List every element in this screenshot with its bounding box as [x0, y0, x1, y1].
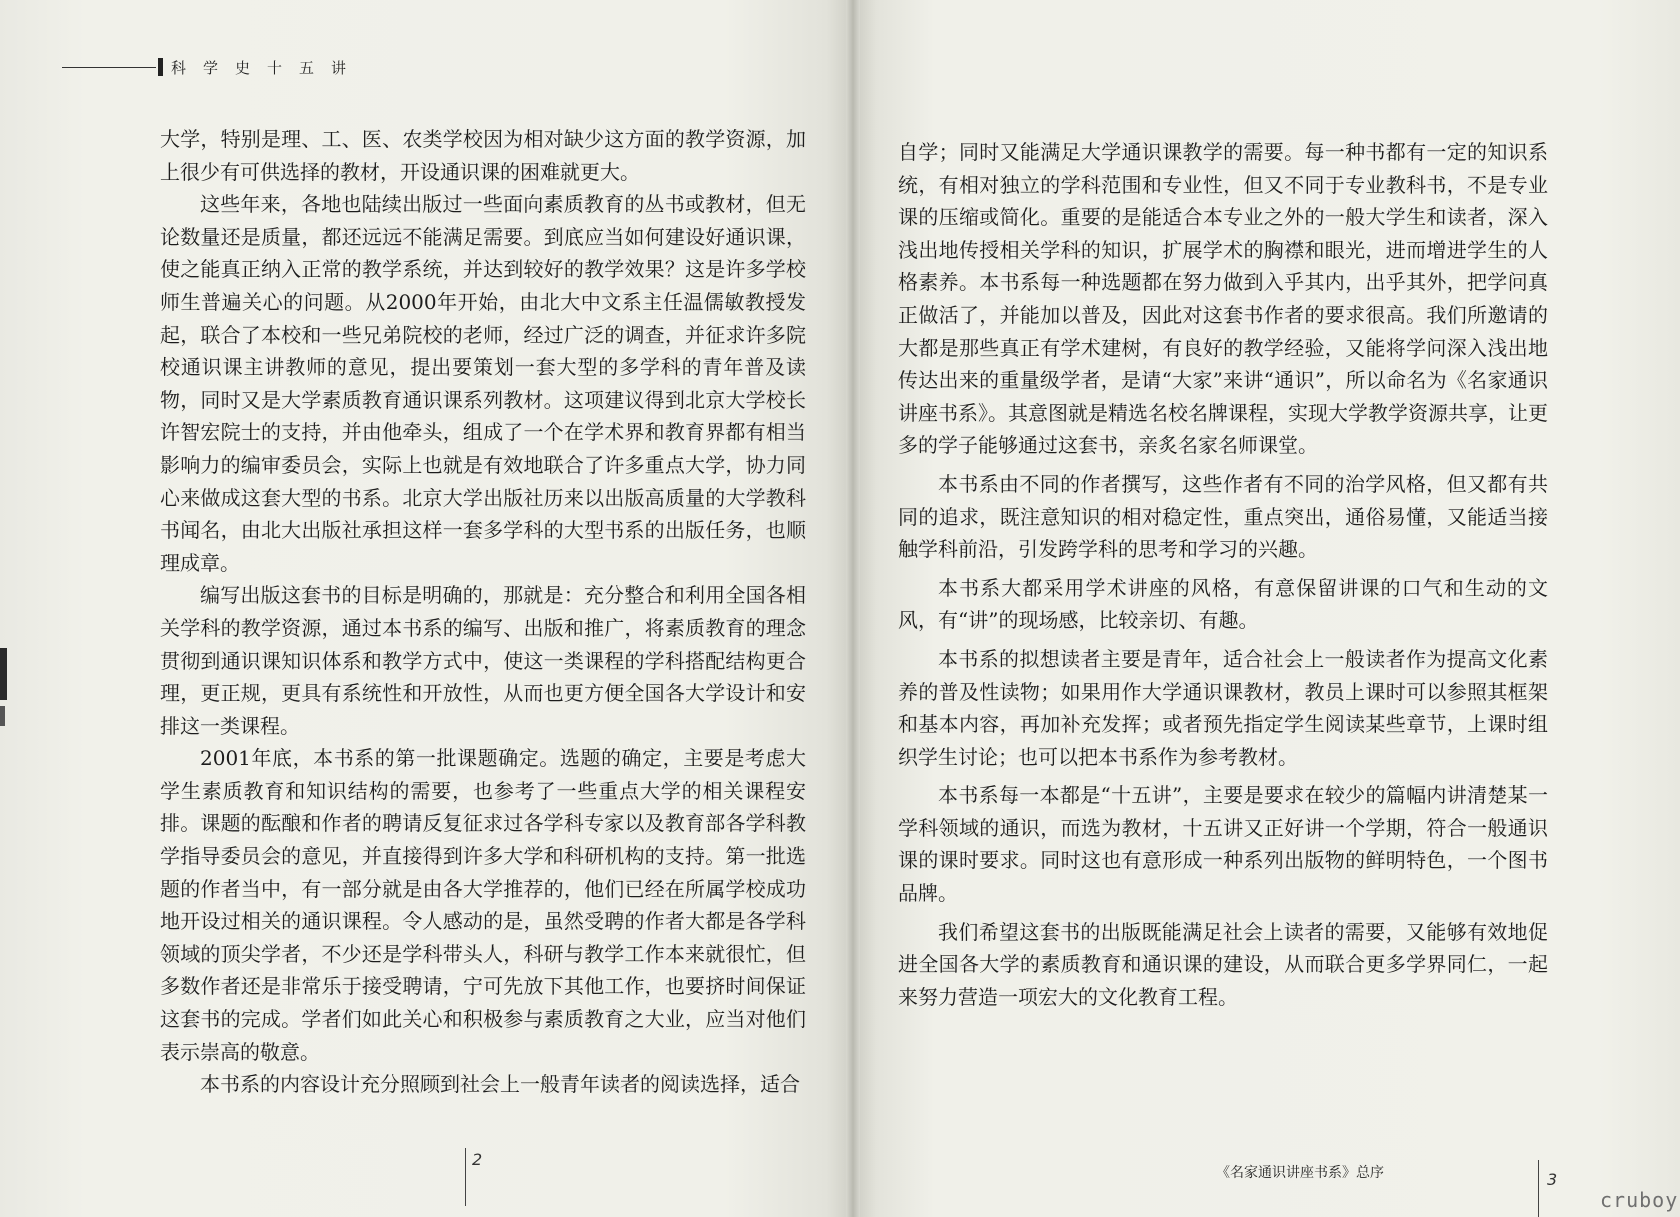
running-head-rule [62, 67, 156, 68]
watermark: cruboy [1600, 1188, 1679, 1212]
footer-rule [1538, 1160, 1539, 1217]
left-body-text [160, 123, 806, 1101]
right-page [852, 0, 1680, 1217]
edge-mark-small [0, 706, 5, 726]
running-head-bar [158, 58, 163, 76]
paragraph: 自学；同时又能满足大学通识课教学的需要。每一种书都有一定的知识系统，有相对独立的学科范围和专业性，但又不同于专业教科书，不是专业课的压缩或简化。重要的是能适合本专业之外的一般大学生和读者，深入浅出地传授相关学科的知识，扩展学术的胸襟和眼光，进而增进学生的人格素养。本书系每一种选题都在努力做到入乎其内，出乎其外，把学问真正做活了，并能加以普及，因此对这套书作者的要求很高。我们所邀请的大都是那些真正有学术建树，有良好的教学经验，又能将学问深入浅出地传达出来的重量级学者，是请“大家”来讲“通识”，所以命名为《名家通识讲座书系》。其意图就是精选名校名牌课程，实现大学教学资源共享，让更多的学子能够通过这套书，亲炙名家名师课堂。 [898, 140, 1548, 458]
page-number: 2 [472, 1150, 483, 1169]
paragraph: 本书系大都采用学术讲座的风格，有意保留讲课的口气和生动的文风，有“讲”的现场感，比较亲切、有趣。 [898, 575, 1548, 633]
footer-rule [465, 1148, 466, 1206]
paragraph: 这些年来，各地也陆续出版过一些面向素质教育的丛书或教材，但无论数量还是质量，都还远远不能满足需要。到底应当如何建设好通识课，使之能真正纳入正常的教学系统，并达到较好的教学效果？这是许多学校师生普遍关心的问题。从2000年开始，由北大中文系主任温儒敏教授发起，联合了本校和一些兄弟院校的老师，经过广泛的调查，并征求许多院校通识课主讲教师的意见，提出要策划一套大型的多学科的青年普及读物，同时又是大学素质教育通识课系列教材。这项建议得到北京大学校长许智宏院士的支持，并由他牵头，组成了一个在学术界和教育界都有相当影响力的编审委员会，实际上也就是有效地联合了许多重点大学，协力同心来做成这套大型的书系。北京大学出版社历来以出版高质量的大学教科书闻名，由北大出版社承担这样一套多学科的大型书系的出版任务，也顺理成章。 [160, 192, 806, 575]
running-head [62, 52, 363, 82]
paragraph: 本书系的内容设计充分照顾到社会上一般青年读者的阅读选择，适合 [200, 1072, 800, 1097]
running-head-title: 科学史十五讲 [171, 58, 364, 77]
page-number: 3 [1547, 1170, 1558, 1189]
paragraph: 2001年底，本书系的第一批课题确定。选题的确定，主要是考虑大学生素质教育和知识结构的需要，也参考了一些重点大学的相关课程安排。课题的酝酿和作者的聘请反复征求过各学科专家以及教育部各学科教学指导委员会的意见，并直接得到许多大学和科研机构的支持。第一批选题的作者当中，有一部分就是由各大学推荐的，他们已经在所属学校成功地开设过相关的通识课程。令人感动的是，虽然受聘的作者大都是各学科领域的顶尖学者，不少还是学科带头人，科研与教学工作本来就很忙，但多数作者还是非常乐于接受聘请，宁可先放下其他工作，也要挤时间保证这套书的完成。学者们如此关心和积极参与素质教育之大业，应当对他们表示崇高的敬意。 [160, 746, 806, 1064]
paragraph: 本书系每一本都是“十五讲”，主要是要求在较少的篇幅内讲清楚某一学科领域的通识，而选为教材，十五讲又正好讲一个学期，符合一般通识课的课时要求。同时这也有意形成一种系列出版物的鲜明特色，一个图书品牌。 [898, 783, 1548, 906]
paragraph: 大学，特别是理、工、医、农类学校因为相对缺少这方面的教学资源，加上很少有可供选择的教材，开设通识课的困难就更大。 [160, 127, 806, 184]
book-gutter [846, 0, 860, 1217]
footer-title: 《名家通识讲座书系》总序 [1216, 1165, 1384, 1181]
edge-mark [0, 648, 7, 700]
paragraph: 本书系由不同的作者撰写，这些作者有不同的治学风格，但又都有共同的追求，既注意知识的相对稳定性，重点突出，通俗易懂，又能适当接触学科前沿，引发跨学科的思考和学习的兴趣。 [898, 471, 1548, 562]
paragraph: 编写出版这套书的目标是明确的，那就是：充分整合和利用全国各相关学科的教学资源，通过本书系的编写、出版和推广，将素质教育的理念贯彻到通识课知识体系和教学方式中，使这一类课程的学科搭配结构更合理，更正规，更具有系统性和开放性，从而也更方便全国各大学设计和安排这一类课程。 [160, 583, 806, 738]
right-body-text [898, 136, 1548, 1013]
paragraph: 我们希望这套书的出版既能满足社会上读者的需要，又能够有效地促进全国各大学的素质教育和通识课的建设，从而联合更多学界同仁，一起来努力营造一项宏大的文化教育工程。 [898, 919, 1548, 1009]
paragraph: 本书系的拟想读者主要是青年，适合社会上一般读者作为提高文化素养的普及性读物；如果用作大学通识课教材，教员上课时可以参照其框架和基本内容，再加补充发挥；或者预先指定学生阅读某些章节，上课时组织学生讨论；也可以把本书系作为参考教材。 [898, 646, 1548, 769]
